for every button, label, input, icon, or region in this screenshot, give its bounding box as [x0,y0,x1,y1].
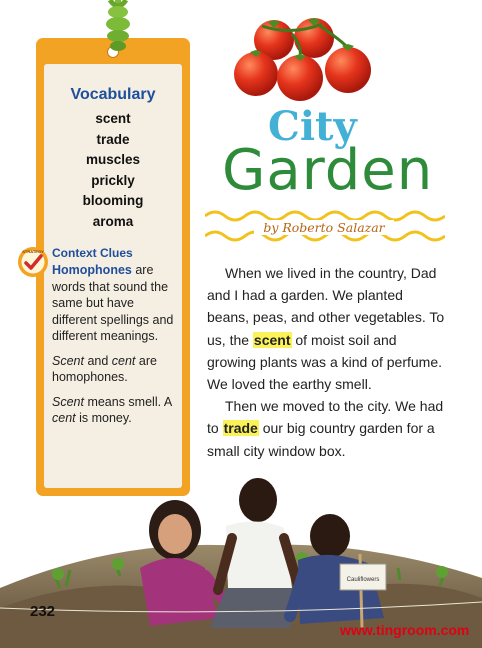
vocabulary-word: prickly [91,172,135,188]
watermark: www.tingroom.com [340,622,470,638]
vocabulary-list [36,111,190,235]
example-word: Scent [52,394,84,409]
homophones-definition: are words that sound the same but have different spellings and different meanings. [52,263,174,343]
story-text-run: of moist soil and growing plants was a kind of perfume. We loved the earthy smell. [207,331,443,393]
story-text-run: When we lived in the country, Dad and I had a garden. We planted beans, peas, and other vegetables. To us, the [207,265,445,348]
tomatoes-image [232,16,378,104]
example-text: and [83,353,112,368]
vocabulary-title: Vocabulary [70,86,156,103]
example-text: are homophones. [52,353,157,384]
vocabulary-word: blooming [82,193,144,209]
highlighted-vocab-word: scent [253,331,291,348]
example-text: is money. [75,411,132,425]
highlighted-vocab-word: trade [223,420,258,437]
story-paragraph [207,395,447,462]
story-text [207,262,447,462]
vocabulary-word: trade [96,131,130,147]
example-word: cent [52,411,76,425]
story-paragraph [207,262,447,395]
byline: by Roberto Salazar [254,220,394,235]
homophones-term: Homophones [52,263,132,277]
story-text-run: Then we moved to the city. We had to [207,398,444,437]
vocabulary-word: muscles [85,152,141,168]
page-number: 232 [30,603,56,620]
strategy-badge-icon [17,246,49,278]
example-text: means smell. A [83,394,172,409]
plant-sign-text: Cauliflowers [346,577,380,583]
example-word: cent [111,353,136,368]
vocabulary-word: scent [95,111,131,126]
bookmark-tassel-icon [98,0,138,52]
children-gardening-photo [0,468,482,648]
story-title-garden: Garden [222,138,434,203]
story-title-city: City [268,103,357,150]
context-clues-title: Context Clues [52,246,133,260]
example-word: Scent [52,353,84,368]
badge-text: STRATEGY [22,248,44,254]
story-text-run: our big country garden for a small city window box. [207,420,435,459]
context-clues-body [52,262,180,435]
vocabulary-word: aroma [92,213,134,229]
